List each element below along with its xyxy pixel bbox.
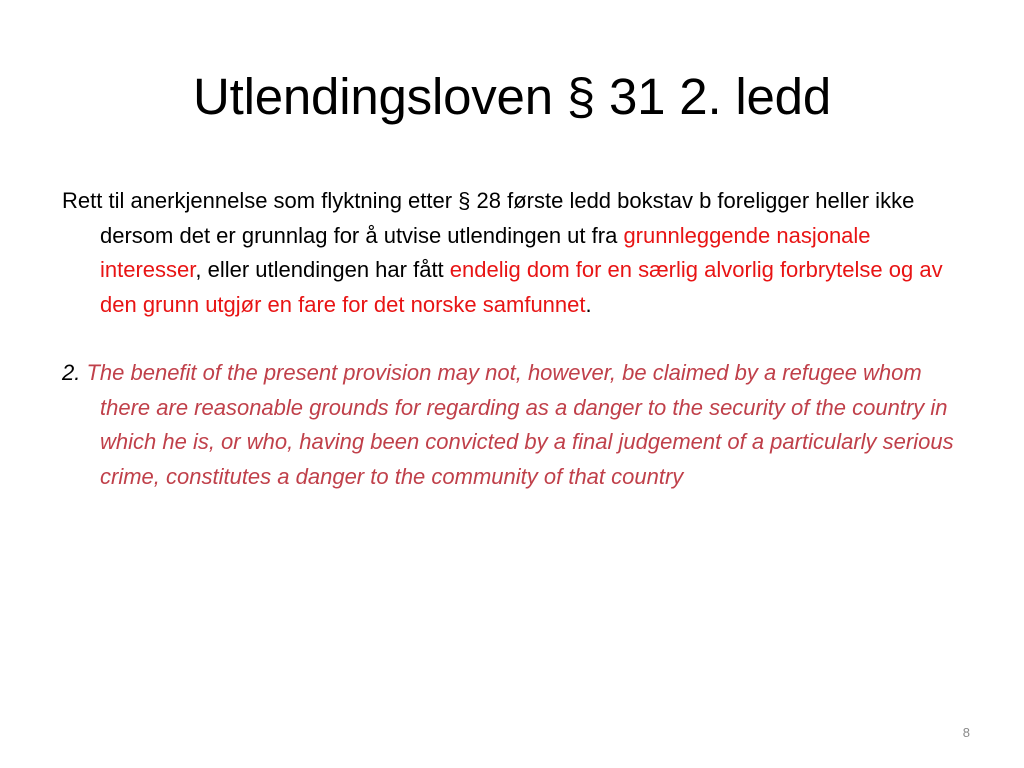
paragraph-english (62, 356, 967, 494)
paragraph-norwegian-part2: , eller utlendingen har fått (195, 257, 450, 282)
slide-title: Utlendingsloven § 31 2. ledd (192, 68, 832, 125)
paragraph-english-text: The benefit of the present provision may not, however, be claimed by a refugee whom there are reasonable grounds for regarding as a danger to the security of the country in which he is, or who, having been convicted by a final judgement of a particularly serious crime, constitutes a danger to the community of that country (80, 360, 954, 489)
paragraph-norwegian-part1: Rett til anerkjennelse som flyktning etter § 28 første ledd bokstav b foreligger heller ikke dersom det er grunnlag for å utvise utlendingen ut fra (62, 188, 915, 248)
page-number: 8 (962, 725, 970, 740)
highlight-national-interests: grunnleggende nasjonale interesser (100, 222, 871, 282)
slide-body (62, 184, 967, 494)
paragraph-english-number: 2. (62, 360, 81, 385)
paragraph-norwegian (62, 184, 967, 322)
highlight-final-judgement: endelig dom for en særlig alvorlig forbrytelse og av den grunn utgjør en fare for det norske samfunnet (100, 257, 943, 317)
paragraph-norwegian-part3: . (585, 291, 592, 317)
